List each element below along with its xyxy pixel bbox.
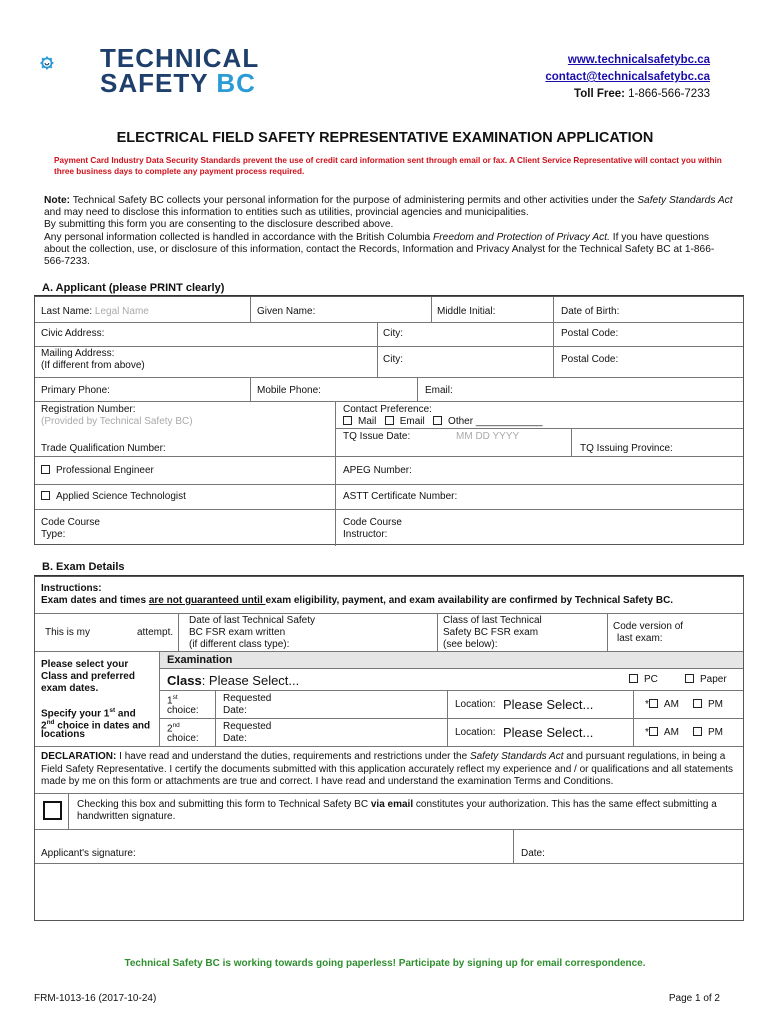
class-select[interactable]: Class: Please Select... xyxy=(167,673,300,688)
applicant-table: Last Name: Legal Name Given Name: Middle Initial: Date of Birth: Civic Address: City: Postal Code: Mailing Address: (If different from above) City: Postal Code: Primary Phone: Mobile Phone: Email: Registration Number: (Provided by Technical Safety BC) Contact Preference: Mail Email Other ____________ TQ Issue Date: MM DD YYYY Trade Qualification Number: TQ Issuing Province: Professional Engineer APEG Number: Applied Science Technologist ASTT Certificate Number: Code Course Type: Code Course Instructor: xyxy=(34,296,744,545)
email-authorization-checkbox[interactable] xyxy=(43,801,62,820)
pc-checkbox[interactable] xyxy=(629,674,638,683)
toll-free: Toll Free: 1-866-566-7233 xyxy=(574,88,710,100)
declaration-text: DECLARATION: I have read and understand the duties, requirements and restrictions under the Safety Standards Act and pursuant regulations, in being a Field Safety Representative. I certify the documents submitted with this application accurately reflect my experience and / or qualifications and all statements made by me on this form or attachments are true and correct. I have read and understand the examination Terms and Conditions. xyxy=(41,751,734,787)
logo-wordmark: TECHNICAL SAFETY BC xyxy=(100,43,260,98)
other-pref-checkbox[interactable] xyxy=(433,416,442,425)
professional-engineer-checkbox[interactable] xyxy=(41,465,50,474)
signature-field[interactable]: Applicant's signature: xyxy=(41,848,136,859)
technical-safety-bc-logo xyxy=(40,33,100,93)
website-link[interactable]: www.technicalsafetybc.ca xyxy=(567,54,710,66)
first-location-select[interactable]: Please Select... xyxy=(503,697,594,712)
second-location-select[interactable]: Please Select... xyxy=(503,725,594,740)
applied-science-checkbox[interactable] xyxy=(41,491,50,500)
form-number: FRM-1013-16 (2017-10-24) xyxy=(34,993,157,1004)
pci-notice: Payment Card Industry Data Security Standards prevent the use of credit card information sent through email or fax. A Client Service Representative will contact you within three business days to complete any payment process required. xyxy=(54,156,722,176)
section-b-title: B. Exam Details xyxy=(42,561,125,573)
email-pref-checkbox[interactable] xyxy=(385,416,394,425)
section-a-title: A. Applicant (please PRINT clearly) xyxy=(42,282,225,294)
second-pm-checkbox[interactable] xyxy=(693,727,702,736)
page-number: Page 1 of 2 xyxy=(668,993,720,1004)
paperless-notice: Technical Safety BC is working towards going paperless! Participate by signing up for email correspondence. xyxy=(124,958,646,969)
form-title: ELECTRICAL FIELD SAFETY REPRESENTATIVE EXAMINATION APPLICATION xyxy=(116,130,654,146)
exam-details-table: Instructions: Exam dates and times are not guaranteed until exam eligibility, payment, and exam availability are confirmed by Technical Safety BC. This is my attempt. Date of last Technical Safety BC FSR exam written (if different class type): Class of last Technical Safety BC FSR exam (see below): Code version of last exam: Examination Please select your Class and preferred exam dates. Specify your 1st and 2nd choice in dates and locations Class: Please Select... PC Paper 1st choice: Requested Date: Location: Please Select... * AM PM 2nd choice: Requested Date: Location: Please Select... * AM PM DECLARATION: I have read and understand the duties, requirements and restrictions under the Safety Standards Act and pursuant regulations, in being a Field Safety Representative. I certify the documents submitted with this application accurately reflect my experience and / or qualifications and all statements made by me on this form or attachments are true and correct. I have read and understand the examination Terms and Conditions. Checking this box and submitting this form to Technical Safety BC via email constitutes your authorization. This has the same effect submitting a handwritten signature. Applicant's signature: Date: xyxy=(34,576,744,921)
mail-pref-checkbox[interactable] xyxy=(343,416,352,425)
contact-block xyxy=(545,52,710,103)
first-pm-checkbox[interactable] xyxy=(693,699,702,708)
privacy-note: Note: Technical Safety BC collects your personal information for the purpose of administering permits and other activities under the Safety Standards Act and may need to disclose this information to entities such as utilities, provincial agencies and municipalities. By submitting this form you are consenting to the disclosure described above. Any personal information collected is handled in accordance with the British Columbia Freedom and Protection of Privacy Act. If you have questions about the collection, use, or disclosure of this information, contact the Records, Information and Privacy Analyst for the Technical Safety BC at 1-866-566-7233. xyxy=(44,195,733,268)
paper-checkbox[interactable] xyxy=(685,674,694,683)
second-am-checkbox[interactable] xyxy=(649,727,658,736)
first-am-checkbox[interactable] xyxy=(649,699,658,708)
signature-date-field[interactable]: Date: xyxy=(521,848,545,859)
email-link[interactable]: contact@technicalsafetybc.ca xyxy=(545,71,710,83)
